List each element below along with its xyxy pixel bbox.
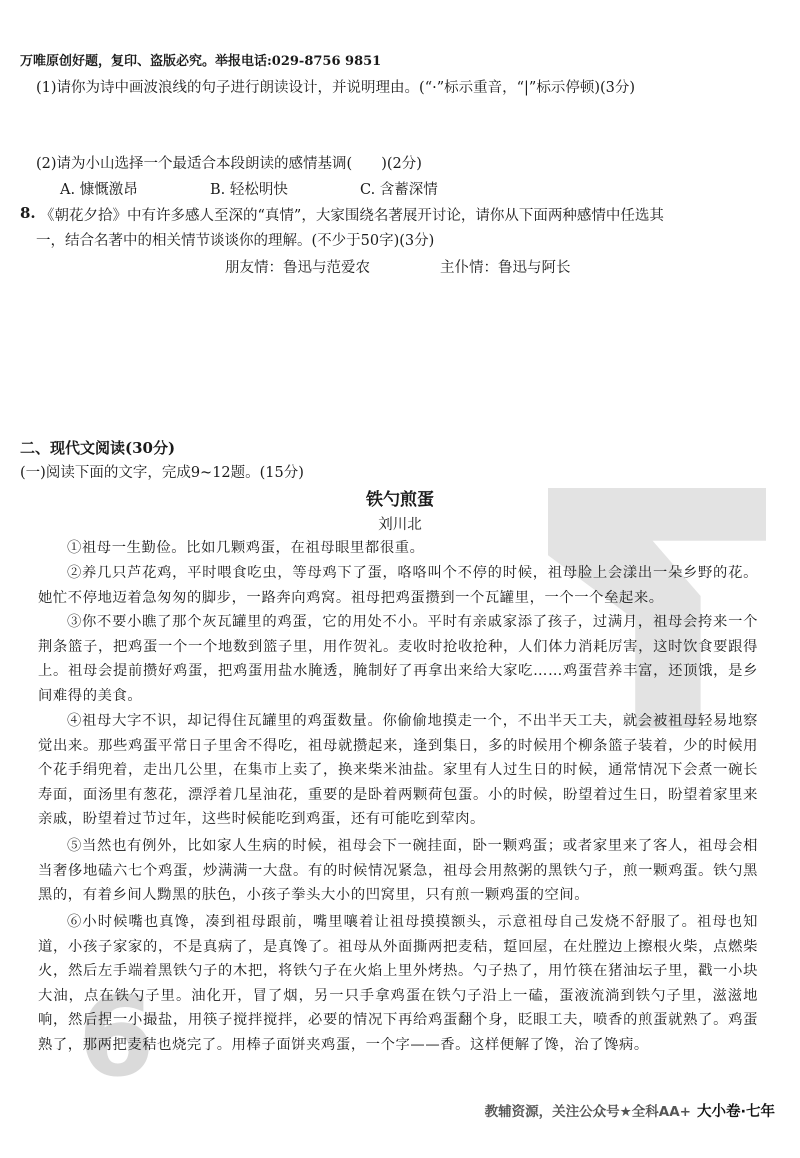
q7-option-b: B. 轻松明快 — [210, 182, 288, 198]
q8-line1: 《朝花夕拾》中有许多感人至深的“真情”，大家围绕名著展开讨论，请你从下面两种感情中任选其 — [40, 208, 664, 224]
article-title: 铁勺煎蛋 — [366, 490, 434, 510]
footer-watermark: 教辅资源，关注公众号★全科AA+ — [484, 1104, 691, 1120]
article-paragraph-1: ①祖母一生勤俭。比如几颗鸡蛋，在祖母眼里都很重。 — [67, 540, 425, 556]
article-paragraph-3: ③你不要小瞧了那个灰瓦罐里的鸡蛋，它的用处不小。平时有亲戚家添了孩子，过满月，祖母会挎来一个荆条篮子，把鸡蛋一个一个地数到篮子里，用作贺礼。麦收时抢收抢种，人们体力消耗厉害，这时饮食要跟得上。祖母会提前攒好鸡蛋，把鸡蛋用盐水腌透，腌制好了再拿出来给大家吃……鸡蛋营养丰富，还顶饿，是乡间难得的美食。 — [38, 614, 758, 704]
section-heading: 二、现代文阅读(30分) — [20, 439, 176, 457]
article-paragraph-5: ⑤当然也有例外，比如家人生病的时候，祖母会下一碗挂面，卧一颗鸡蛋；或者家里来了客人，祖母会相当奢侈地磕六七个鸡蛋，炒满满一大盘。有的时候情况紧急，祖母会用熬粥的黑铁勺子，煎一颗鸡蛋。铁勺黑黑的，有着乡间人黝黑的肤色，小孩子拳头大小的凹窝里，只有煎一颗鸡蛋的空间。 — [38, 838, 758, 903]
footer — [485, 1100, 775, 1121]
q7-part1: (1)请你为诗中画波浪线的句子进行朗读设计，并说明理由。(“·”标示重音，“|”标示停顿)(3分) — [36, 80, 636, 96]
q7-option-c: C. 含蓄深情 — [360, 182, 438, 198]
article-paragraph-2: ②养几只芦花鸡，平时喂食吃虫，等母鸡下了蛋，咯咯叫个不停的时候，祖母脸上会漾出一朵乡野的花。她忙不停地迈着急匆匆的脚步，一路奔向鸡窝。祖母把鸡蛋攒到一个瓦罐里，一个一个垒起来。 — [38, 565, 758, 606]
article-paragraph-6: ⑥小时候嘴也真馋，凑到祖母跟前，嘴里嚷着让祖母摸摸额头，示意祖母自己发烧不舒服了。祖母也知道，小孩子家家的，不是真病了，是真馋了。祖母从外面撕两把麦秸，踅回屋，在灶膛边上擦根火柴，点燃柴火，然后左手端着黑铁勺子的木把，将铁勺子在火焰上里外烤热。勺子热了，用竹筷在猪油坛子里，戳一小块大油，点在铁勺子里。油化开，冒了烟，另一只手拿鸡蛋在铁勺子沿上一磕，蛋液流淌到铁勺子里，滋滋地响，然后捏一小撮盐，用筷子搅拌搅拌，必要的情况下再给鸡蛋翻个身，眨眼工夫，喷香的煎蛋就熟了。鸡蛋熟了，那两把麦秸也烧完了。用棒子面饼夹鸡蛋，一个字——香。这样便解了馋，治了馋病。 — [38, 914, 758, 1053]
q7-part2: (2)请为小山选择一个最适合本段朗读的感情基调( )(2分) — [36, 156, 422, 172]
q8-choice-friendship: 朋友情：鲁迅与范爱农 — [225, 260, 370, 276]
q8-number: 8. — [20, 204, 36, 222]
copyright-notice: 万唯原创好题，复印、盗版必究。举报电话:029-8756 9851 — [20, 54, 382, 69]
q7-option-a: A. 慷慨激昂 — [60, 182, 138, 198]
article-paragraph-4: ④祖母大字不识，却记得住瓦罐里的鸡蛋数量。你偷偷地摸走一个，不出半天工夫，就会被祖母轻易地察觉出来。那些鸡蛋平常日子里舍不得吃，祖母就攒起来，逢到集日，多的时候用个柳条篮子装着，少的时候用个花手绢兜着，走出几公里，在集市上卖了，换来柴米油盐。家里有人过生日的时候，通常情况下会煮一碗长寿面，面汤里有葱花，漂浮着几星油花，重要的是卧着两颗荷包蛋。小的时候，盼望着过生日，盼望着家里来亲戚，盼望着过节过年，这些时候能吃到鸡蛋，还有可能吃到荤肉。 — [38, 713, 758, 827]
footer-book-tag: 大小卷·七年 — [696, 1104, 775, 1120]
q8-choice-master-servant: 主仆情：鲁迅与阿长 — [440, 260, 571, 276]
q8-line2: 一，结合名著中的相关情节谈谈你的理解。(不少于50字)(3分) — [36, 233, 435, 249]
article-author: 刘川北 — [378, 517, 422, 533]
decorative-page-number-six: 6 — [78, 973, 155, 1101]
section-subheading: (一)阅读下面的文字，完成9~12题。(15分) — [20, 465, 304, 481]
